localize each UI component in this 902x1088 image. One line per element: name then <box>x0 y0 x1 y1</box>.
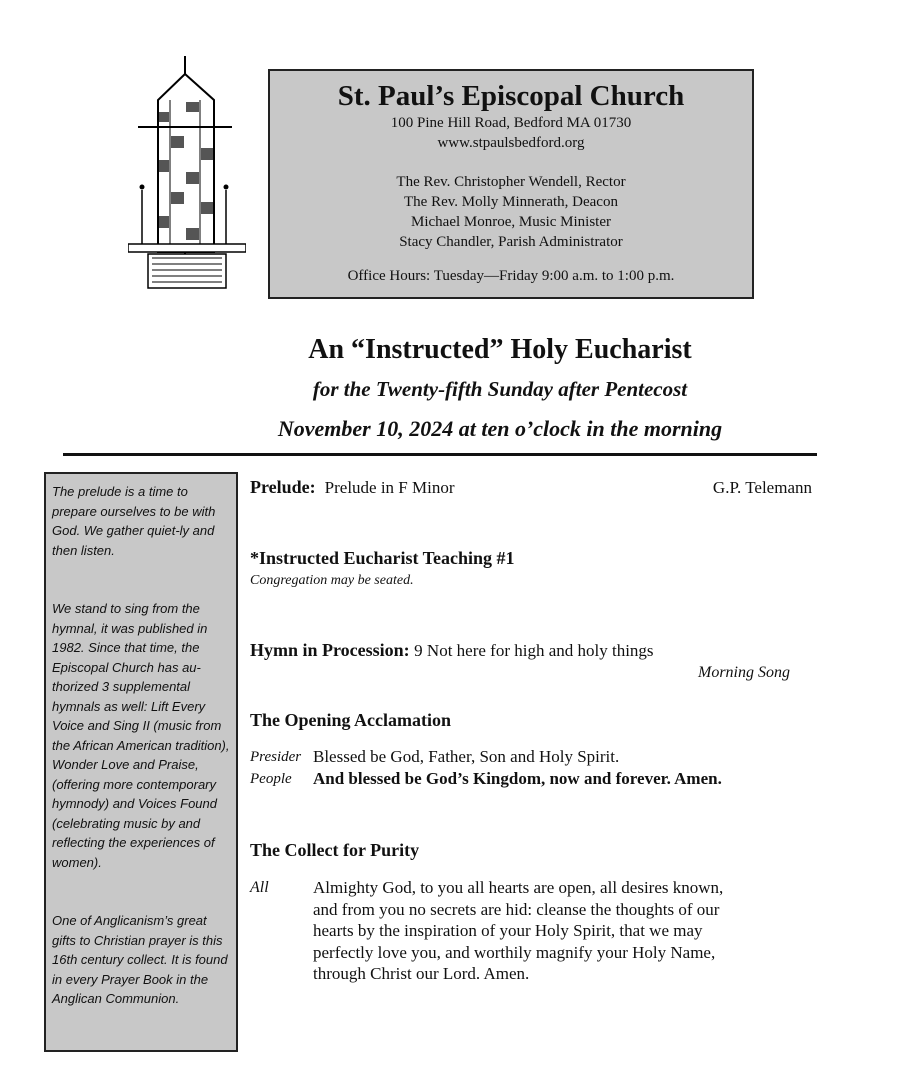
acclamation-heading: The Opening Acclamation <box>250 710 452 730</box>
instruction-sidebar <box>44 472 238 1052</box>
office-hours: Office Hours: Tuesday—Friday 9:00 a.m. to 1:00 p.m. <box>347 268 675 284</box>
collect-line: hearts by the inspiration of your Holy Spirit, that we may <box>313 921 703 940</box>
sidebar-note-collect: One of Anglicanism’s great gifts to Christian prayer is this 16th century collect. It is found in every Prayer Book in the Anglican Communion. <box>52 913 228 1006</box>
collect-heading: The Collect for Purity <box>250 840 420 860</box>
church-name: St. Paul’s Episcopal Church <box>337 80 685 112</box>
prelude-composer: G.P. Telemann <box>712 478 812 497</box>
prelude-row <box>250 477 455 498</box>
prelude-label: Prelude: <box>250 477 316 497</box>
presider-text: Blessed be God, Father, Son and Holy Spirit. <box>313 747 620 766</box>
collect-line: and from you no secrets are hid: cleanse the thoughts of our <box>313 899 720 919</box>
church-address: 100 Pine Hill Road, Bedford MA 01730 <box>390 115 632 131</box>
hymn-text: 9 Not here for high and holy things <box>414 641 654 660</box>
teaching-note: Congregation may be seated. <box>250 573 414 588</box>
collect-line: perfectly love you, and worthily magnify your Holy Name, <box>313 942 716 962</box>
people-text: And blessed be God’s Kingdom, now and forever. Amen. <box>313 769 722 788</box>
people-role: People <box>250 771 292 787</box>
all-role: All <box>250 879 269 896</box>
sidebar-note-prelude: The prelude is a time to prepare ourselves to be with God. We gather quiet-ly and then listen. <box>52 484 216 558</box>
collect-line: through Christ our Lord. Amen. <box>313 964 530 983</box>
service-date: November 10, 2024 at ten o’clock in the morning <box>277 416 723 441</box>
collect-line: Almighty God, to you all hearts are open, all desires known, <box>313 878 724 897</box>
service-title: An “Instructed” Holy Eucharist <box>308 334 692 365</box>
staff-parish-administrator: Stacy Chandler, Parish Administrator <box>399 234 623 250</box>
service-subtitle: for the Twenty-fifth Sunday after Pentecost <box>312 377 688 401</box>
hymn-row <box>250 640 654 661</box>
sidebar-note-hymnal: We stand to sing from the hymnal, it was published in 1982. Since that time, the Episcopal Church has au-thorized 3 supplemental hymnals as well: Lift Every Voice and Sing II (music from the African American tradition), Wonder Love and Praise, (offering more contemporary hymnody) and Voices Found (celebrating music by and reflecting the experiences of women). <box>52 601 230 870</box>
hymn-label: Hymn in Procession: <box>250 640 410 660</box>
prelude-title: Prelude in F Minor <box>324 478 455 497</box>
staff-deacon: The Rev. Molly Minnerath, Deacon <box>404 194 618 210</box>
hymn-tune: Morning Song <box>698 664 790 681</box>
church-info-box <box>268 69 754 299</box>
presider-role: Presider <box>250 749 302 765</box>
collect-text <box>313 877 783 985</box>
staff-music-minister: Michael Monroe, Music Minister <box>411 214 611 230</box>
church-website: www.stpaulsbedford.org <box>437 135 585 151</box>
teaching-heading: *Instructed Eucharist Teaching #1 <box>250 548 515 568</box>
church-steeple-logo <box>128 52 246 294</box>
title-divider <box>63 453 817 456</box>
staff-rector: The Rev. Christopher Wendell, Rector <box>396 174 626 190</box>
